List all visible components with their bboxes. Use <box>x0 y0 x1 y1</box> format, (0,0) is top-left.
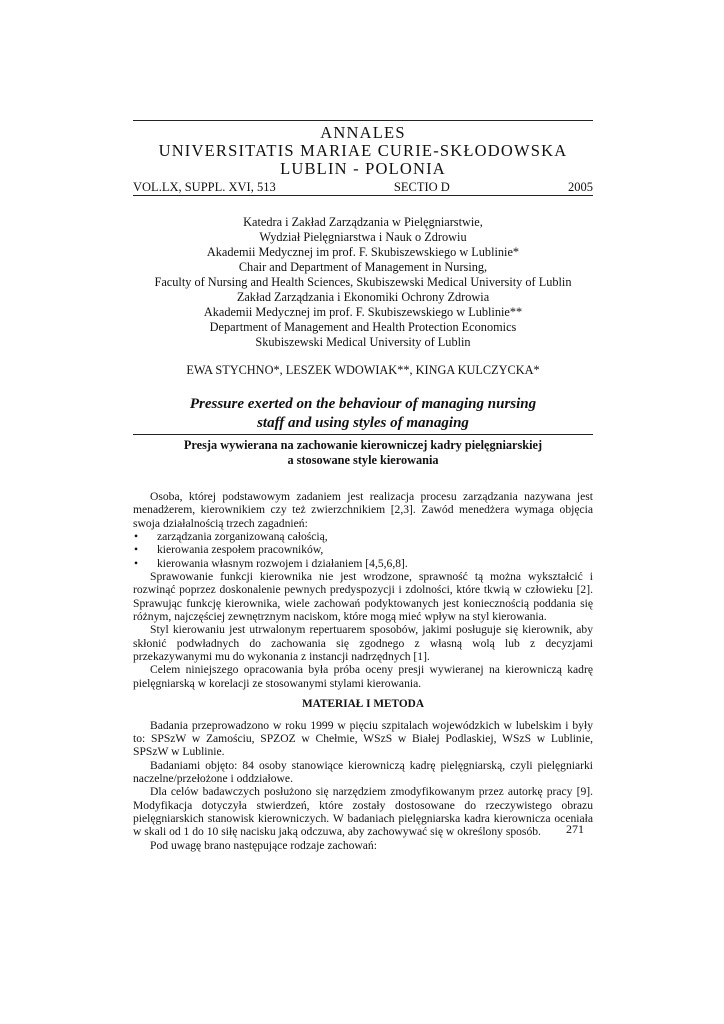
affiliation-line: Skubiszewski Medical University of Lublin <box>255 335 471 349</box>
bullet-icon: • <box>134 530 139 544</box>
intro-paragraph: Celem niniejszego opracowania była próba oceny presji wywieranej na kierowniczą kadrę pielęgniarską w korelacji ze stosowanymi stylami kierowania. <box>133 663 593 690</box>
journal-name-line3: LUBLIN - POLONIA <box>280 159 446 178</box>
intro-paragraph: Styl kierowaniu jest utrwalonym repertuarem sposobów, jakimi posługuje się kierownik, aby skłonić podwładnych do zachowania się zgodnego z własną wolą lub z decyzjami przekazywanymi mu do wykonania z instancji nadrzędnych [1]. <box>133 623 593 664</box>
journal-name-line2: UNIVERSITATIS MARIAE CURIE-SKŁODOWSKA <box>158 141 568 160</box>
page-number: 271 <box>566 822 584 836</box>
list-item-text: zarządzania zorganizowaną całością, <box>157 530 328 544</box>
journal-masthead <box>133 124 593 178</box>
affiliation-line: Zakład Zarządzania i Ekonomiki Ochrony Zdrowia <box>236 290 490 304</box>
bullet-icon: • <box>134 556 139 570</box>
list-item-text: kierowania zespołem pracowników, <box>157 543 324 557</box>
title-polish-line2: a stosowane style kierowania <box>287 453 439 467</box>
title-polish <box>133 438 593 468</box>
list-item-text: kierowania własnym rozwojem i działaniem [4,5,6,8]. <box>157 556 408 570</box>
header-top-rule <box>133 120 593 121</box>
list-item <box>133 557 593 570</box>
article-body <box>133 490 593 852</box>
affiliation-line: Faculty of Nursing and Health Sciences, Skubiszewski Medical University of Lublin <box>154 275 572 289</box>
list-item <box>133 543 593 556</box>
header-bottom-rule <box>133 195 593 196</box>
authors: EWA STYCHNO*, LESZEK WDOWIAK**, KINGA KULCZYCKA* <box>186 363 540 377</box>
intro-paragraph: Sprawowanie funkcji kierownika nie jest wrodzone, sprawność tą można wykształcić i rozwinąć poprzez doskonalenie pewnych predyspozycji i zdolności, które tkwią w człowieku [2]. Sprawując funkcję kierownika, wiele zachowań podyktowanych jest koniecznością poddania się różnym, najczęściej zewnętrznym naciskom, które mogą mieć wpływ na styl kierowania. <box>133 570 593 624</box>
journal-name-line1: ANNALES <box>320 123 406 142</box>
intro-paragraph: Osoba, której podstawowym zadaniem jest realizacja procesu zarządzania nazywana jest menadżerem, kierownikiem czy też zwierzchnikiem [2,3]. Zawód menedżera wymaga objęcia swoja działalnością trzech zagadnień: <box>133 490 593 530</box>
methods-paragraph: Dla celów badawczych posłużono się narzędziem zmodyfikowanym przez autorkę pracy [9]. Modyfikacja dotyczyła stwierdzeń, które zostały dostosowane do rzeczywistego obrazu pielęgniarskich stanowisk kierowniczych. W badaniach pielęgniarska kadra kierownicza oceniała w skali od 1 do 10 siłę nacisku jaką odczuwa, aby zachowywać się w określony sposób. <box>133 785 593 839</box>
affiliation-line: Wydział Pielęgniarstwa i Nauk o Zdrowiu <box>259 230 467 244</box>
journal-volume: VOL.LX, SUPPL. XVI, 513 <box>133 180 276 194</box>
journal-meta-line <box>133 180 593 195</box>
affiliation-line: Chair and Department of Management in Nursing, <box>238 260 488 274</box>
affiliation-line: Akademii Medycznej im prof. F. Skubiszewskiego w Lublinie** <box>203 305 523 319</box>
methods-paragraph: Pod uwagę brano następujące rodzaje zachowań: <box>150 838 377 852</box>
title-rule <box>133 434 593 435</box>
affiliation-line: Akademii Medycznej im prof. F. Skubiszewskiego w Lublinie* <box>206 245 520 259</box>
bullet-icon: • <box>134 543 139 557</box>
journal-section: SECTIO D <box>393 180 450 194</box>
methods-paragraph: Badaniami objęto: 84 osoby stanowiące kierowniczą kadrę pielęgniarską, czyli pielęgniarki naczelne/przełożone i oddziałowe. <box>133 758 593 785</box>
affiliation-line: Katedra i Zakład Zarządzania w Pielęgniarstwie, <box>243 215 483 229</box>
journal-year: 2005 <box>568 180 593 194</box>
title-english <box>133 395 593 433</box>
title-english-line1: Pressure exerted on the behaviour of managing nursing <box>189 396 537 412</box>
topics-list <box>133 530 593 570</box>
affiliations <box>133 215 593 350</box>
title-polish-line1: Presja wywierana na zachowanie kierowniczej kadry pielęgniarskiej <box>183 438 543 452</box>
list-item <box>133 530 593 543</box>
methods-paragraph: Badania przeprowadzono w roku 1999 w pięciu szpitalach wojewódzkich w lubelskim i były to: SPSzW w Zamościu, SPZOZ w Chełmie, WSzS w Białej Podlaskiej, WSzS w Lublinie, SPSzW w Lublinie. <box>133 718 593 759</box>
title-english-line2: staff and using styles of managing <box>257 415 469 431</box>
article-page <box>133 120 593 852</box>
affiliation-line: Department of Management and Health Protection Economics <box>209 320 517 334</box>
section-heading-methods: MATERIAŁ I METODA <box>302 698 424 711</box>
